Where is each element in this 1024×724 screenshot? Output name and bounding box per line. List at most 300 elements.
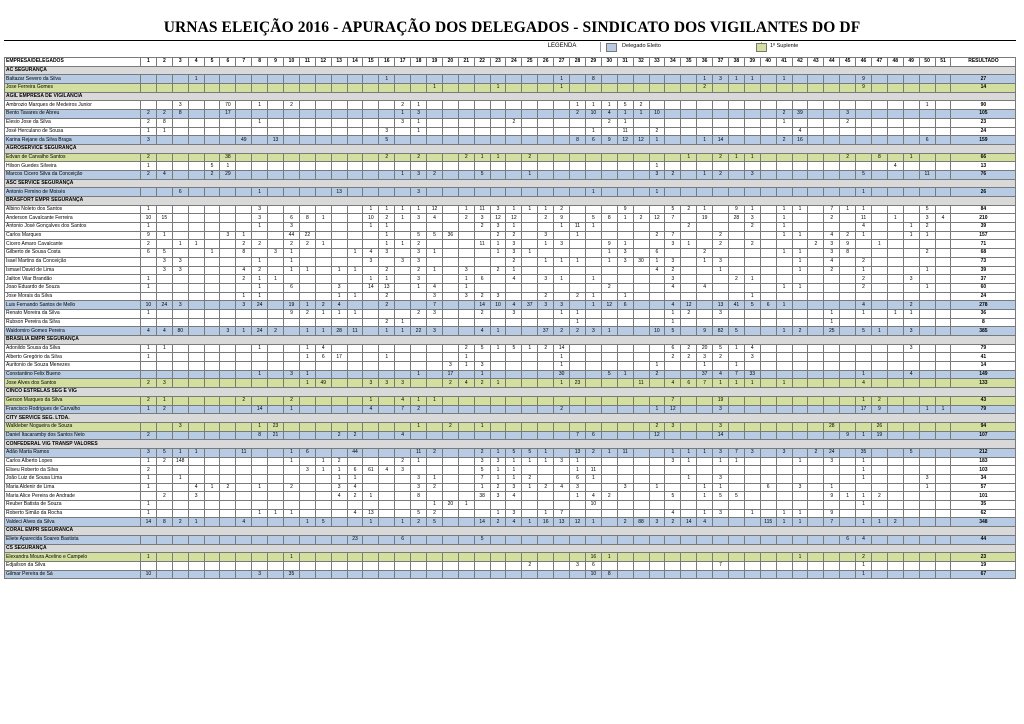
- vote-cell: [919, 127, 935, 136]
- vote-cell: 1: [697, 362, 713, 371]
- vote-cell: [919, 153, 935, 162]
- vote-cell: 3: [252, 570, 268, 579]
- vote-cell: 2: [681, 353, 697, 362]
- vote-cell: [204, 309, 220, 318]
- vote-cell: [649, 205, 665, 214]
- vote-cell: 1: [919, 231, 935, 240]
- vote-cell: [776, 318, 792, 327]
- vote-cell: [363, 118, 379, 127]
- vote-cell: [363, 170, 379, 179]
- vote-cell: 2: [649, 370, 665, 379]
- vote-cell: 2: [141, 153, 157, 162]
- vote-cell: [188, 362, 204, 371]
- vote-cell: 16: [792, 136, 808, 145]
- vote-cell: 2: [284, 483, 300, 492]
- vote-cell: [363, 370, 379, 379]
- vote-cell: 3: [506, 249, 522, 258]
- vote-cell: 1: [522, 344, 538, 353]
- vote-cell: 3: [379, 379, 395, 388]
- vote-cell: [331, 101, 347, 110]
- vote-cell: [299, 275, 315, 284]
- vote-cell: [442, 396, 458, 405]
- vote-cell: [268, 266, 284, 275]
- header-urn: 11: [299, 58, 315, 67]
- vote-cell: [601, 266, 617, 275]
- vote-cell: [824, 170, 840, 179]
- result-cell: 14: [951, 84, 1016, 93]
- vote-cell: [601, 153, 617, 162]
- vote-cell: 1: [363, 223, 379, 232]
- vote-cell: [840, 170, 856, 179]
- vote-cell: 3: [458, 292, 474, 301]
- vote-cell: 5: [903, 448, 919, 457]
- vote-cell: 39: [792, 110, 808, 119]
- vote-cell: [268, 162, 284, 171]
- vote-cell: [395, 283, 411, 292]
- vote-cell: [665, 249, 681, 258]
- vote-cell: [808, 535, 824, 544]
- vote-cell: [728, 110, 744, 119]
- vote-cell: [458, 223, 474, 232]
- header-urn: 20: [442, 58, 458, 67]
- vote-cell: [299, 561, 315, 570]
- vote-cell: [728, 422, 744, 431]
- vote-cell: [204, 475, 220, 484]
- vote-cell: [427, 118, 443, 127]
- vote-cell: 4: [347, 483, 363, 492]
- vote-cell: [172, 362, 188, 371]
- delegate-name: Edvan de Carvalho Santos: [5, 153, 141, 162]
- vote-cell: [458, 431, 474, 440]
- vote-cell: 6: [585, 431, 601, 440]
- header-urn: 50: [919, 58, 935, 67]
- vote-cell: [665, 561, 681, 570]
- vote-cell: [665, 101, 681, 110]
- vote-cell: 1: [490, 466, 506, 475]
- vote-cell: [633, 570, 649, 579]
- header-urn: 49: [903, 58, 919, 67]
- vote-cell: [284, 518, 300, 527]
- vote-cell: [935, 327, 951, 336]
- vote-cell: [363, 535, 379, 544]
- vote-cell: [728, 101, 744, 110]
- vote-cell: [554, 127, 570, 136]
- vote-cell: [760, 396, 776, 405]
- vote-cell: 2: [299, 309, 315, 318]
- vote-cell: [792, 188, 808, 197]
- vote-cell: [299, 153, 315, 162]
- vote-cell: 2: [395, 101, 411, 110]
- vote-cell: [506, 127, 522, 136]
- vote-cell: 1: [570, 466, 586, 475]
- vote-cell: [204, 466, 220, 475]
- vote-cell: [903, 266, 919, 275]
- header-urn: 29: [585, 58, 601, 67]
- vote-cell: [458, 448, 474, 457]
- vote-cell: 1: [570, 309, 586, 318]
- vote-cell: [792, 362, 808, 371]
- vote-cell: [808, 362, 824, 371]
- vote-cell: [728, 84, 744, 93]
- result-cell: 8: [951, 318, 1016, 327]
- vote-cell: [268, 344, 284, 353]
- vote-cell: 1: [141, 457, 157, 466]
- vote-cell: [554, 162, 570, 171]
- vote-cell: [665, 153, 681, 162]
- vote-cell: [601, 205, 617, 214]
- vote-cell: [665, 292, 681, 301]
- vote-cell: [204, 240, 220, 249]
- vote-cell: 1: [856, 518, 872, 527]
- vote-cell: [268, 301, 284, 310]
- header-urn: 51: [935, 58, 951, 67]
- vote-cell: 4: [887, 162, 903, 171]
- vote-cell: [490, 162, 506, 171]
- vote-cell: 3: [490, 205, 506, 214]
- vote-cell: [156, 223, 172, 232]
- vote-cell: [220, 370, 236, 379]
- vote-cell: [522, 101, 538, 110]
- vote-cell: [379, 501, 395, 510]
- vote-cell: [808, 153, 824, 162]
- vote-cell: 1: [856, 466, 872, 475]
- vote-cell: [760, 257, 776, 266]
- vote-cell: 1: [284, 405, 300, 414]
- vote-cell: [458, 396, 474, 405]
- vote-cell: [188, 127, 204, 136]
- vote-cell: [871, 457, 887, 466]
- result-cell: 39: [951, 266, 1016, 275]
- vote-cell: [363, 457, 379, 466]
- vote-cell: [792, 101, 808, 110]
- vote-cell: [935, 240, 951, 249]
- vote-cell: [538, 431, 554, 440]
- vote-cell: 1: [141, 309, 157, 318]
- vote-cell: [442, 110, 458, 119]
- vote-cell: [268, 205, 284, 214]
- vote-cell: [919, 370, 935, 379]
- vote-cell: [268, 353, 284, 362]
- vote-cell: 2: [871, 492, 887, 501]
- vote-cell: [824, 535, 840, 544]
- vote-cell: [633, 344, 649, 353]
- vote-cell: [427, 570, 443, 579]
- vote-cell: [633, 448, 649, 457]
- vote-cell: [172, 127, 188, 136]
- vote-cell: [570, 535, 586, 544]
- vote-cell: [554, 431, 570, 440]
- vote-cell: 1: [284, 509, 300, 518]
- vote-cell: 3: [665, 422, 681, 431]
- vote-cell: [299, 570, 315, 579]
- vote-cell: [856, 136, 872, 145]
- vote-cell: [808, 257, 824, 266]
- vote-cell: [760, 570, 776, 579]
- vote-cell: 9: [824, 509, 840, 518]
- vote-cell: [379, 457, 395, 466]
- vote-cell: [633, 483, 649, 492]
- vote-cell: [903, 509, 919, 518]
- vote-cell: [347, 553, 363, 562]
- delegate-row: [5, 153, 1016, 162]
- vote-cell: [633, 561, 649, 570]
- vote-cell: [681, 249, 697, 258]
- vote-cell: [681, 553, 697, 562]
- vote-cell: [728, 466, 744, 475]
- vote-cell: [919, 275, 935, 284]
- vote-cell: [728, 162, 744, 171]
- vote-cell: 14: [713, 136, 729, 145]
- vote-cell: [172, 405, 188, 414]
- vote-cell: [458, 309, 474, 318]
- vote-cell: 2: [776, 110, 792, 119]
- vote-cell: [681, 466, 697, 475]
- vote-cell: [538, 153, 554, 162]
- vote-cell: [681, 570, 697, 579]
- vote-cell: [188, 266, 204, 275]
- delegate-row: [5, 136, 1016, 145]
- vote-cell: [395, 370, 411, 379]
- vote-cell: [554, 283, 570, 292]
- vote-cell: 2: [379, 266, 395, 275]
- vote-cell: 1: [395, 170, 411, 179]
- vote-cell: [792, 535, 808, 544]
- vote-cell: [538, 492, 554, 501]
- vote-cell: [871, 162, 887, 171]
- vote-cell: 4: [156, 327, 172, 336]
- vote-cell: [379, 553, 395, 562]
- vote-cell: [268, 127, 284, 136]
- vote-cell: 35: [284, 570, 300, 579]
- vote-cell: [617, 266, 633, 275]
- vote-cell: [887, 110, 903, 119]
- vote-cell: [538, 370, 554, 379]
- vote-cell: 1: [141, 501, 157, 510]
- vote-cell: [808, 344, 824, 353]
- vote-cell: [252, 309, 268, 318]
- vote-cell: [570, 162, 586, 171]
- header-urn: 12: [315, 58, 331, 67]
- vote-cell: [554, 136, 570, 145]
- vote-cell: [665, 570, 681, 579]
- vote-cell: [760, 127, 776, 136]
- vote-cell: [236, 362, 252, 371]
- vote-cell: 3: [506, 483, 522, 492]
- vote-cell: [315, 475, 331, 484]
- delegate-row: [5, 249, 1016, 258]
- vote-cell: 1: [299, 266, 315, 275]
- vote-cell: [728, 353, 744, 362]
- vote-cell: [331, 570, 347, 579]
- vote-cell: [315, 257, 331, 266]
- vote-cell: [347, 283, 363, 292]
- vote-cell: [331, 240, 347, 249]
- vote-cell: [570, 84, 586, 93]
- vote-cell: [617, 570, 633, 579]
- vote-cell: 5: [474, 466, 490, 475]
- vote-cell: [395, 561, 411, 570]
- vote-cell: [204, 257, 220, 266]
- delegate-row: [5, 127, 1016, 136]
- vote-cell: 3: [411, 110, 427, 119]
- vote-cell: [156, 553, 172, 562]
- vote-cell: 2: [649, 231, 665, 240]
- vote-cell: [299, 292, 315, 301]
- vote-cell: 1: [792, 509, 808, 518]
- vote-cell: [538, 362, 554, 371]
- vote-cell: [903, 492, 919, 501]
- vote-cell: [887, 344, 903, 353]
- vote-cell: [792, 275, 808, 284]
- vote-cell: [792, 561, 808, 570]
- vote-cell: [172, 344, 188, 353]
- vote-cell: [315, 422, 331, 431]
- vote-cell: [268, 518, 284, 527]
- vote-cell: 8: [840, 249, 856, 258]
- vote-cell: [236, 492, 252, 501]
- vote-cell: 2: [570, 327, 586, 336]
- vote-cell: 4: [379, 466, 395, 475]
- vote-cell: [760, 153, 776, 162]
- vote-cell: 1: [776, 205, 792, 214]
- vote-cell: [824, 162, 840, 171]
- vote-cell: [204, 101, 220, 110]
- vote-cell: [236, 553, 252, 562]
- delegate-row: [5, 214, 1016, 223]
- vote-cell: 2: [570, 110, 586, 119]
- vote-cell: [379, 170, 395, 179]
- vote-cell: [204, 292, 220, 301]
- vote-cell: [236, 570, 252, 579]
- vote-cell: [268, 492, 284, 501]
- vote-cell: [442, 249, 458, 258]
- vote-cell: [363, 188, 379, 197]
- vote-cell: [252, 475, 268, 484]
- vote-cell: [299, 118, 315, 127]
- vote-cell: 1: [315, 457, 331, 466]
- vote-cell: [331, 127, 347, 136]
- vote-cell: [347, 301, 363, 310]
- vote-cell: [538, 118, 554, 127]
- vote-cell: [649, 344, 665, 353]
- vote-cell: 6: [474, 275, 490, 284]
- vote-cell: [268, 118, 284, 127]
- vote-cell: [522, 136, 538, 145]
- vote-cell: [299, 457, 315, 466]
- vote-cell: [903, 84, 919, 93]
- vote-cell: [188, 370, 204, 379]
- vote-cell: [808, 275, 824, 284]
- vote-cell: [315, 101, 331, 110]
- vote-cell: [442, 457, 458, 466]
- vote-cell: [919, 344, 935, 353]
- vote-cell: 5: [665, 492, 681, 501]
- vote-cell: 49: [315, 379, 331, 388]
- header-urn: 27: [554, 58, 570, 67]
- vote-cell: [442, 318, 458, 327]
- vote-cell: [824, 136, 840, 145]
- header-urn: 42: [792, 58, 808, 67]
- vote-cell: 1: [299, 353, 315, 362]
- vote-cell: 2: [887, 518, 903, 527]
- vote-cell: 1: [490, 327, 506, 336]
- vote-cell: [522, 266, 538, 275]
- vote-cell: 1: [315, 214, 331, 223]
- vote-cell: 3: [665, 257, 681, 266]
- vote-cell: [554, 475, 570, 484]
- vote-cell: [554, 110, 570, 119]
- vote-cell: 1: [728, 153, 744, 162]
- vote-cell: [220, 223, 236, 232]
- vote-cell: [427, 422, 443, 431]
- vote-cell: 3: [411, 170, 427, 179]
- vote-cell: 1: [522, 483, 538, 492]
- vote-cell: 1: [776, 75, 792, 84]
- vote-cell: [427, 223, 443, 232]
- vote-cell: [395, 275, 411, 284]
- vote-cell: 12: [633, 136, 649, 145]
- vote-cell: [474, 353, 490, 362]
- vote-cell: [760, 501, 776, 510]
- header-urn: 28: [570, 58, 586, 67]
- vote-cell: [649, 448, 665, 457]
- vote-cell: 3: [570, 483, 586, 492]
- vote-cell: 11: [617, 127, 633, 136]
- vote-cell: 44: [347, 448, 363, 457]
- vote-cell: [919, 379, 935, 388]
- vote-cell: [585, 318, 601, 327]
- vote-cell: [554, 170, 570, 179]
- vote-cell: [633, 118, 649, 127]
- vote-cell: [522, 309, 538, 318]
- vote-cell: 3: [713, 75, 729, 84]
- vote-cell: [172, 249, 188, 258]
- vote-cell: [570, 301, 586, 310]
- vote-cell: [395, 136, 411, 145]
- vote-cell: [919, 457, 935, 466]
- vote-cell: 3: [188, 492, 204, 501]
- vote-cell: 17: [856, 405, 872, 414]
- vote-cell: 11: [856, 214, 872, 223]
- vote-cell: [363, 362, 379, 371]
- vote-cell: [697, 301, 713, 310]
- vote-cell: [601, 127, 617, 136]
- vote-cell: 6: [585, 561, 601, 570]
- vote-cell: [871, 110, 887, 119]
- vote-cell: [856, 483, 872, 492]
- vote-cell: [617, 405, 633, 414]
- vote-cell: [570, 353, 586, 362]
- vote-cell: [840, 457, 856, 466]
- vote-cell: 5: [617, 101, 633, 110]
- vote-cell: 12: [490, 214, 506, 223]
- vote-cell: [220, 257, 236, 266]
- vote-cell: [315, 362, 331, 371]
- vote-cell: [776, 475, 792, 484]
- vote-cell: 3: [363, 379, 379, 388]
- vote-cell: [776, 162, 792, 171]
- vote-cell: 3: [427, 309, 443, 318]
- vote-cell: [585, 396, 601, 405]
- vote-cell: [490, 362, 506, 371]
- vote-cell: 1: [728, 362, 744, 371]
- vote-cell: 1: [427, 475, 443, 484]
- vote-cell: [585, 483, 601, 492]
- vote-cell: [268, 84, 284, 93]
- vote-cell: 2: [665, 266, 681, 275]
- result-cell: 57: [951, 483, 1016, 492]
- vote-cell: [681, 318, 697, 327]
